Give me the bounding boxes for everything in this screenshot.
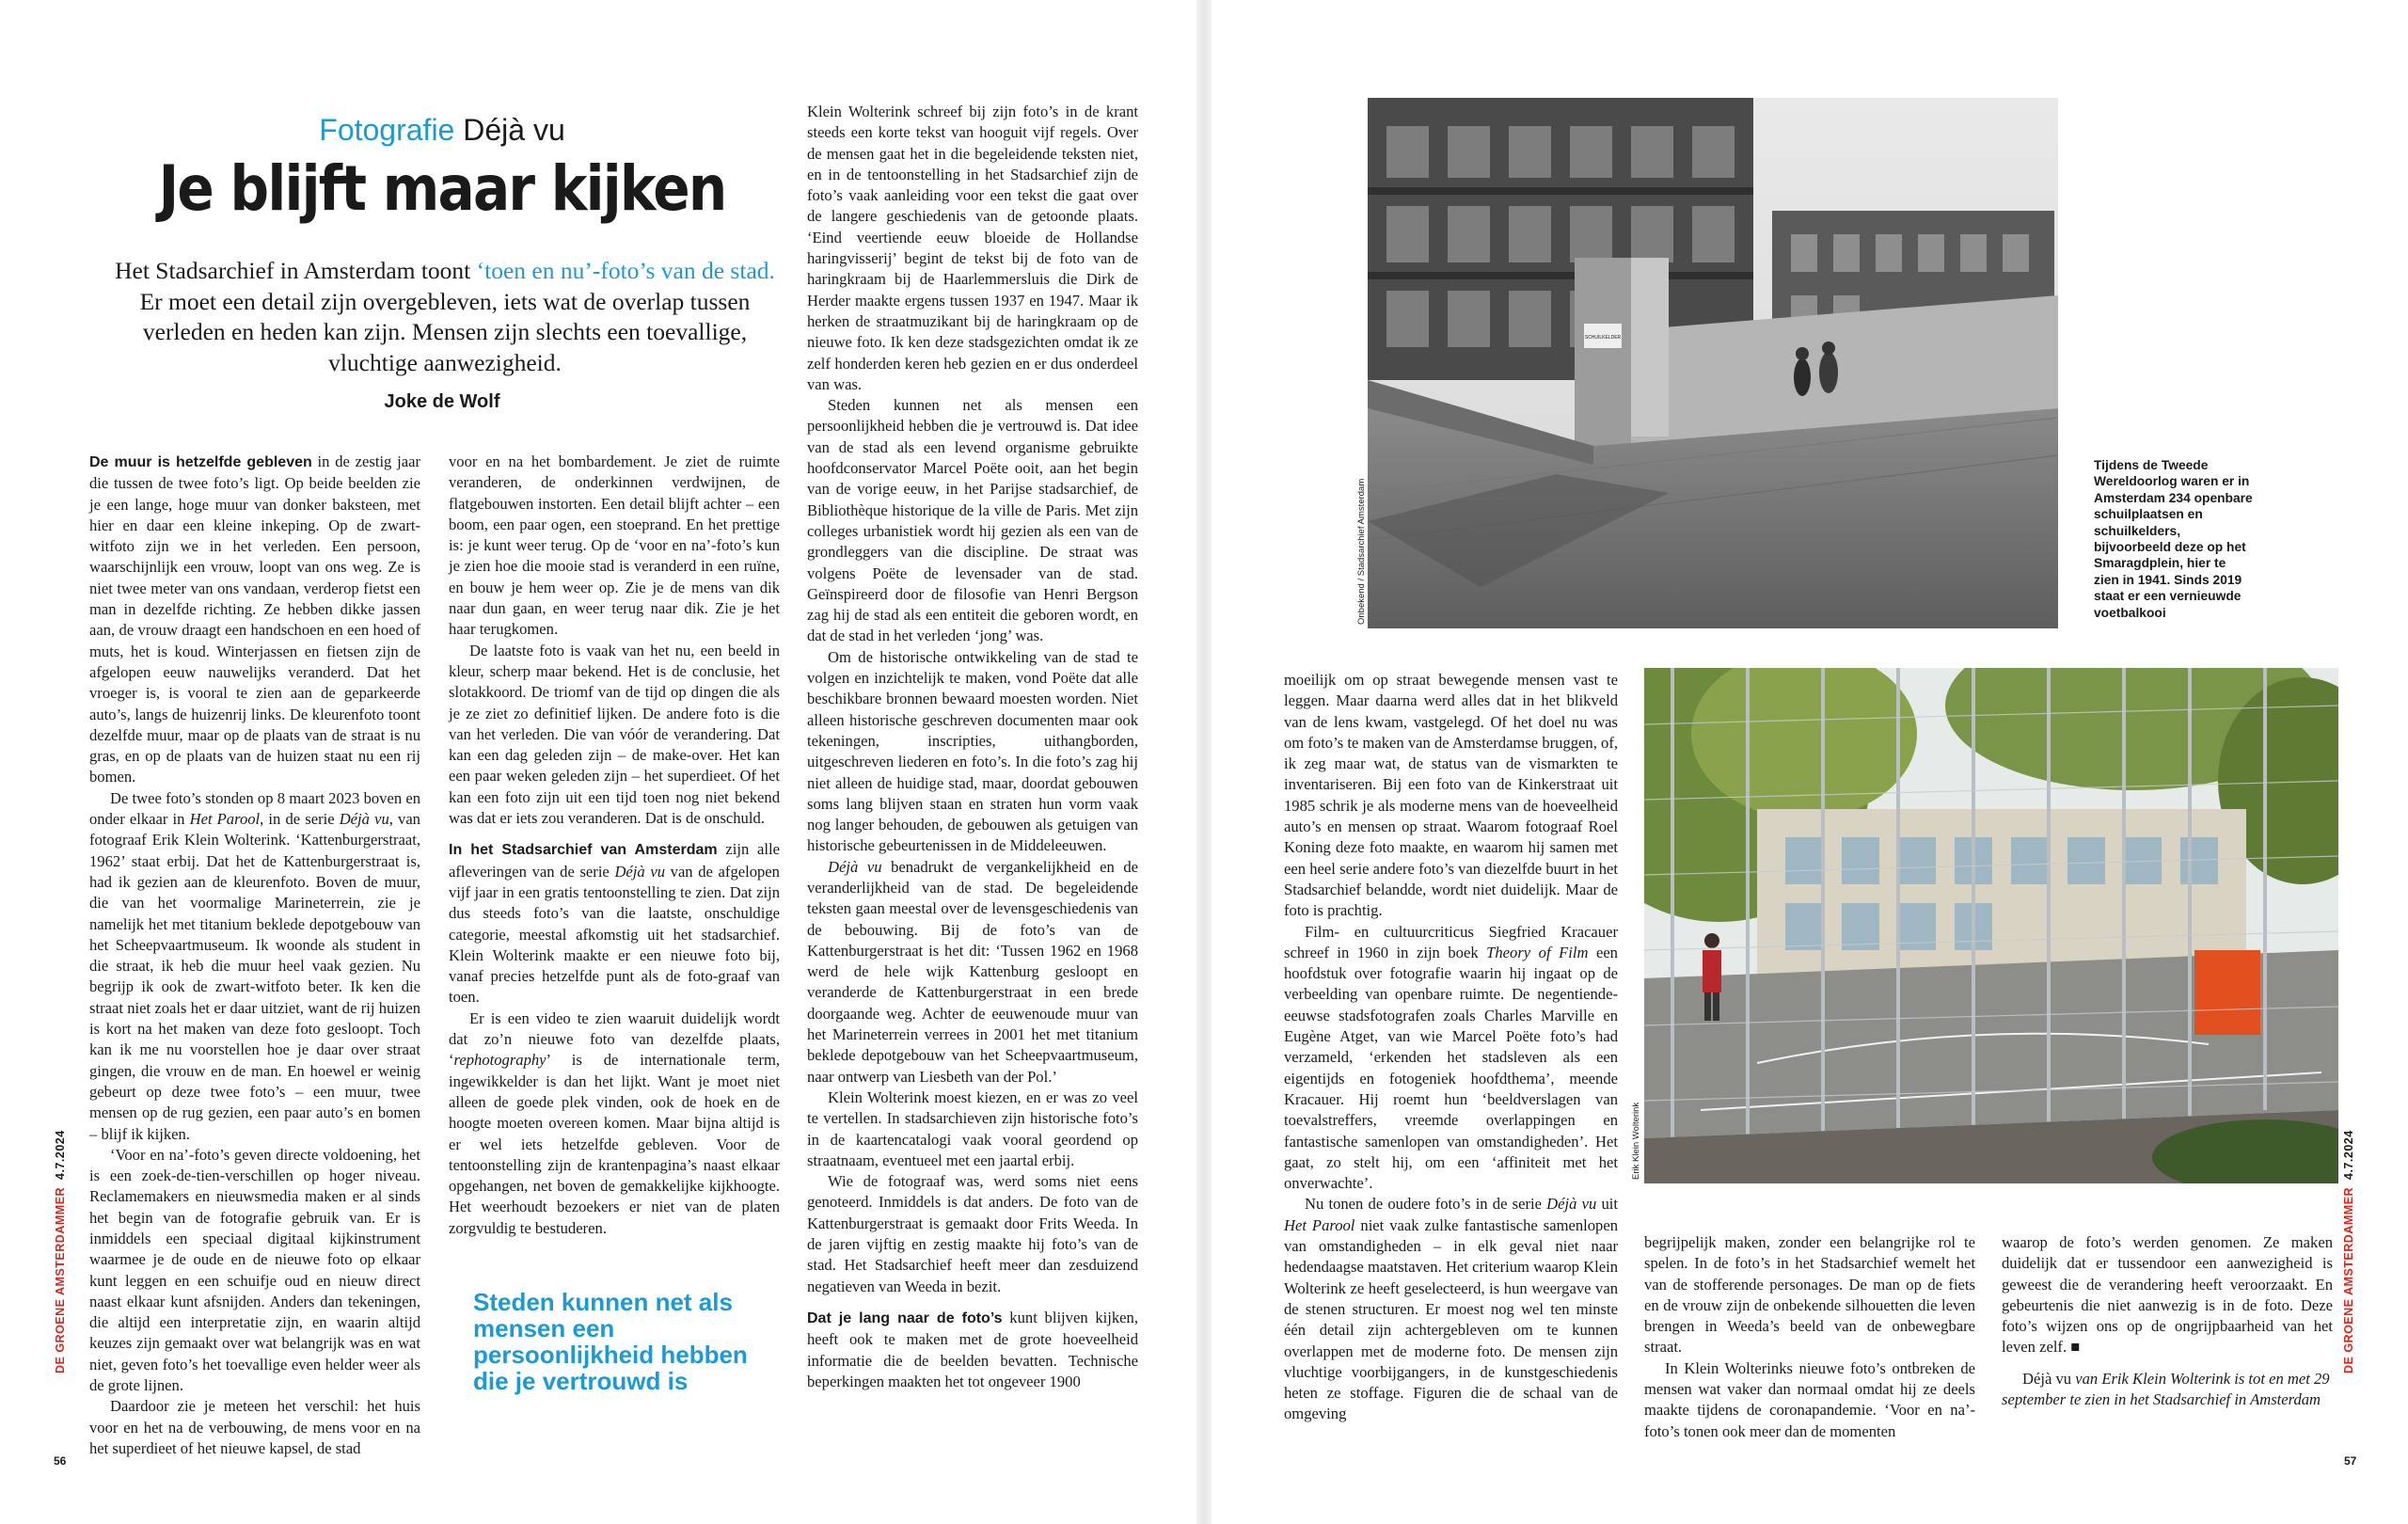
issue-date: 4.7.2024 [54, 1130, 67, 1180]
paragraph: moeilijk om op straat bewegende mensen vast te leggen. Maar daarna werd alles dat in het blikveld van de lens kwam, vastgelegd. Of het doel nu was om foto’s te maken van de Amsterdamse bruggen, of, ik zeg maar wat, de status van de vismarkten te inventariseren. Bij een foto van de Kinkerstraat uit 1985 schrik je als moderne mens van de hoeveelheid auto’s en mensen op straat. Waarom fotograaf Roel Koning deze foto maakte, en waarom hij samen met een heel serie andere foto’s van diezelfde buurt in het Stadsarchief belandde, wordt niet duidelijk. Maar de foto is prachtig. [1284, 671, 1618, 920]
right-page-number: 57 [2344, 1454, 2357, 1468]
paragraph-lead: De muur is hetzelfde gebleven [89, 454, 312, 470]
italic-run: Déjà vu [1546, 1195, 1597, 1214]
shelter-sign: SCHUILKELDER [1584, 335, 1622, 341]
text-run: , in de serie [260, 810, 340, 829]
paragraph: Steden kunnen net als mensen een persoonlijkheid hebben die je vertrouwd is. Dat idee van de stad als een levend organisme gebruikte hoofdconservator Marcel Poëte ooit, aan het begin van de vorige eeuw, in het Parijse stadsarchief, de Bibliothèque historique de la ville de Paris. Met zijn colleges urbanistiek wordt hij gezien als een van de grondleggers van die discipline. De straat was volgens Poëte de levensader van de stad. Geïnspireerd door de filosofie van Henri Bergson zag hij de stad als een entiteit die geboren wordt, en dat de stad in het verleden ‘jong’ was. [807, 396, 1138, 645]
paragraph: Klein Wolterink moest kiezen, en er was zo veel te vertellen. In stadsarchieven zijn historische foto’s in de kaartencatalogi vaak vooral geordend op straatnaam, eventueel met een jaartal erbij. [807, 1087, 1138, 1169]
intro [111, 256, 779, 378]
italic-run: Déjà vu [614, 862, 665, 881]
intro-highlight: ‘toen en nu’-foto’s van de stad. [476, 257, 775, 284]
note-title: Déjà vu [2022, 1369, 2072, 1388]
paragraph [1284, 922, 1618, 1195]
text-run: uit [1596, 1195, 1618, 1214]
historic-photo [1368, 98, 2058, 628]
text-run: , van fotograaf Erik Klein Wolterink. ‘Kattenburgerstraat, 1962’ staat erbij. Dat het de Kattenburgerstraat is, had ik gezien aan de kleurenfoto. Boven de muur, die van het voormalige Marineterrein, zie je namelijk het met titanium beklede depotgebouw van het Scheepvaartmuseum. Ik woonde als student in die straat, ik heb die muur heel vaak gezien. Nu begrijp ik ook de zwart-witfoto beter. Ik ken die straat niet zoals het er daar uitziet, want de rij huizen is kort na het maken van deze foto gesloopt. Toch kan ik me nu voorstellen hoe je daar over straat gingen, die vrouw en de man. En hoewel er weinig gebeurt op deze twee foto’s – een muur, twee mensen op de rug gezien, een paar auto’s en bomen – blijf ik kijken. [89, 810, 420, 1143]
modern-photo-image [1644, 668, 2338, 1183]
note-text: van Erik Klein Wolterink is tot en met 29 september te zien in het Stadsarchief in Amsterdam [2002, 1369, 2330, 1409]
intro-text-1: Het Stadsarchief in Amsterdam toont [115, 257, 477, 284]
column-2 [449, 452, 780, 1239]
paragraph: begrijpelijk maken, zonder een belangrijke rol te spelen. In de foto’s in het Stadsarchief wemelt het van de stofferende personages. De man op de fiets en de vrouw zijn de onbekende silhouetten die leven brengen in Weeda’s beeld van de onbewegbare straat. [1644, 1233, 1975, 1357]
right-side-label [2342, 1130, 2355, 1373]
magazine-name: DE GROENE AMSTERDAMMER [54, 1186, 67, 1373]
text-run: een hoofdstuk over fotografie waarin hij ingaat op de verbeelding van openbare ruimte. De negentiende-eeuwse stadsfotografen zoals Charles Marville en Eugène Atget, van wie Marcel Poëte foto’s had verzameld, ‘erkenden het stadsleven als een eigentijds en fotogeniek hoofdthema’, meende Kracauer. Hij roemt hun ‘beeldverslagen van toevalstreffers, vreemde overlappingen en fantastische samenlopen van omstandigheden’. Het gaat, zo stelt hij, om een ‘affiniteit met het onverwachte’. [1284, 943, 1618, 1193]
intro-text-2: Er moet een detail zijn overgebleven, iets wat de overlap tussen verleden en heden kan zijn. Mensen zijn slechts een toevallige, vluchtige aanwezigheid. [139, 287, 751, 376]
paragraph: Om de historische ontwikkeling van de stad te volgen en inzichtelijk te maken, vond Poëte dat alle beschikbare bronnen bewaard moesten worden. Niet alleen historische geschreven documenten maar ook tekeningen, inscripties, uithangborden, uitgeschreven liederen en foto’s. In die foto’s zag hij niet alleen de huidige stad, maar, doordat gebouwen soms lang blijven staan en straten hun vorm vaak nog langer behouden, de gebouwen als getuigen van historische gebeurtenissen in de Middeleeuwen. [807, 647, 1138, 855]
issue-date: 4.7.2024 [2342, 1130, 2355, 1180]
text-run: De twee foto’s stonden op 8 maart 2023 boven en onder elkaar in [89, 788, 420, 829]
exhibition-note [2002, 1369, 2333, 1411]
section-kicker [113, 111, 771, 149]
photo-caption: Tijdens de Tweede Wereldoorlog waren er in Amsterdam 234 openbare schuilplaatsen en schuilkelders, bijvoorbeeld deze op het Smaragdplein, hier te zien in 1941. Sinds 2019 staat er een vernieuwde voetbalkooi [2094, 458, 2253, 620]
paragraph [449, 839, 780, 1008]
paragraph: ‘Voor en na’-foto’s geven directe voldoening, het is een zoek-de-tien-verschillen op hoger niveau. Reclamemakers en nieuwsmedia maken er al sinds het begin van de fotografie gebruik van. Er is inmiddels een speciaal digitaal kijkinstrument waarmee je de oude en de nieuwe foto op elkaar kunt leggen en een schuifje oud en nieuw direct naast elkaar kunt afsnijden. Anders dan tekeningen, die altijd een interpretatie zijn, en waarin altijd keuzes zijn gemaakt over wat belangrijk was en wat niet, geven foto’s het toevallige even helder weer als de grote lijnen. [89, 1145, 420, 1395]
paragraph: Daardoor zie je meteen het verschil: het huis voor en het na de verbouwing, de mens voor en na het superdieet of het nieuwe kapsel, de stad [89, 1397, 420, 1457]
series-label: Déjà vu [463, 113, 565, 147]
italic-run: Theory of Film [1486, 943, 1589, 961]
paragraph [89, 788, 420, 1145]
paragraph: In Klein Wolterinks nieuwe foto’s ontbreken de mensen wat vaker dan normaal omdat hij ze deels maakte tijdens de coronapandemie. ‘Voor en na’-foto’s tonen ook meer dan de momenten [1644, 1358, 1975, 1440]
paragraph-text: kunt blijven kijken, heeft ook te maken met de grote hoeveelheid informatie die de beelden bevatten. Technische beperkingen maakten het tot ongeveer 1900 [807, 1308, 1138, 1390]
text-run: van de afgelopen vijf jaar in een gratis tentoonstelling te zien. Dat zijn dus steeds foto’s van die laatste, onschuldige categorie, meestal afkomstig uit het stadsarchief. Klein Wolterink maakte er een nieuwe foto bij, vanaf precies hetzelfde punt als de foto-graaf van toen. [449, 862, 780, 1007]
left-page-number: 56 [54, 1454, 67, 1468]
text-run: Er is een video te zien waaruit duidelijk wordt dat zo’n nieuwe foto van dezelfde plaats, ‘ [449, 1008, 780, 1070]
paragraph: Wie de fotograaf was, werd soms niet eens genoteerd. Inmiddels is dat anders. De foto van de Kattenburgerstraat is gemaakt door Frits Weeda. In de jaren vijftig en zestig maakte hij foto’s van de stad. Het Stadsarchief heeft meer dan zesduizend negatieven van Weeda in bezit. [807, 1172, 1138, 1295]
page-gutter [1196, 0, 1212, 1524]
photo-credit-top: Onbekend / Stadsarchief Amsterdam [1356, 478, 1367, 625]
left-side-label [54, 1130, 67, 1373]
column-4 [1284, 670, 1618, 1425]
historic-photo-image [1368, 98, 2058, 628]
paragraph [2002, 1232, 2333, 1358]
paragraph [1284, 1194, 1618, 1424]
text-run: benadrukt de vergankelijkheid en de veranderlijkheid van de stad. De begeleidende teksten gaan meestal over de levensgeschiedenis van de bebouwing. Bij de foto’s van de Kattenburgerstraat is het dit: ‘Tussen 1962 en 1968 werd de hele wijk Kattenburg gesloopt en veranderde de Kattenburgerstraat in een brede doorgaande weg. Achter de eeuwenoude muur van het Marineterrein verrees in 2001 het met titanium beklede depotgebouw van het Scheepvaartmuseum, naar ontwerp van Liesbeth van der Pol.’ [807, 857, 1138, 1086]
column-3 [807, 102, 1138, 1392]
italic-run: Déjà vu [828, 857, 882, 876]
byline: Joke de Wolf [384, 391, 500, 412]
end-mark: ■ [2067, 1338, 2081, 1357]
text-run: Nu tonen de oudere foto’s in de serie [1305, 1195, 1547, 1214]
paragraph [807, 1308, 1138, 1392]
paragraph: Klein Wolterink schreef bij zijn foto’s in de krant steeds een korte tekst van hooguit vijf regels. Over de mensen gaat het in die begeleidende teksten niet, en in de tentoonstelling in het Stadsarchief zijn de foto’s vaak aanleiding voor een tekst die gaat over de langere geschiedenis van de getoonde plaats. ‘Eind veertiende eeuw bloeide de Hollandse haringvisserij’ begint de tekst bij de foto van de haringkraam bij de Haarlemmersluis die Dirk de Herder maakte ergens tussen 1937 en 1947. Maar ik herken de straatmuzikant bij de haringkraam op de nieuwe foto. Ik ken deze stadsgezichten omdat ik ze zelf honderden keren heb gezien en er dus onderdeel van was. [807, 103, 1138, 393]
column-1 [89, 452, 420, 1459]
text-run: zijn alle afleveringen van de serie [449, 840, 780, 881]
italic-run: Déjà vu [339, 810, 389, 829]
headline: Je blijft maar kijken [158, 152, 726, 225]
paragraph [807, 857, 1138, 1087]
pull-quote: Steden kunnen net als mensen een persoonlijkheid hebben die je vertrouwd is [473, 1288, 748, 1395]
section-label: Fotografie [319, 113, 455, 147]
paragraph-text: in de zestig jaar die tussen de twee foto’s ligt. Op beide beelden zie je een lange, hoge muur van donker baksteen, met hier en daar een kleine inkeping. Op de zwart-witfoto zijn we in het verleden. Een persoon, waarschijnlijk een vrouw, loopt van ons weg. Ze is niet twee meter van ons vandaan, verderop fietst een man in dezelfde richting. Ze hebben dikke jassen aan, de vrouw draagt een handschoen en een hoed of muts, het is koud. Winterjassen en fietsen zijn de afgelopen eeuw nauwelijks veranderd. Dat het vroeger is, is vooral te zien aan de geparkeerde auto’s, langs de huizenrij links. De kleurenfoto toont dezelfde muur, maar op de plaats van de straat is nu gras, en op de plaats van de huizen staat nu een rij bomen. [89, 452, 420, 786]
magazine-name: DE GROENE AMSTERDAMMER [2342, 1186, 2355, 1373]
modern-photo [1644, 668, 2338, 1183]
italic-run: Het Parool [1284, 1215, 1355, 1234]
column-6 [2002, 1232, 2333, 1410]
column-5 [1644, 1232, 1975, 1442]
paragraph [449, 1008, 780, 1239]
text-run: Film- en cultuurcriticus Siegfried Kracauer schreef in 1960 in zijn boek [1284, 922, 1618, 961]
italic-run: rephotography [453, 1051, 547, 1070]
text-run: ’ is de internationale term, ingewikkelder is dan het lijkt. Want je moet niet alleen de goede plek vinden, ook de hoek en de hoogte moeten overeen komen. Maar bijna altijd is er wel iets hetzelfde gebleven. Voor de tentoonstelling zijn de krantenpagina’s naast elkaar opgehangen, net boven de gemakkelijke kijkhoogte. Het weerhoudt bezoekers er niet van de platen zorgvuldig te bestuderen. [449, 1051, 780, 1237]
paragraph-lead: In het Stadsarchief van Amsterdam [449, 842, 718, 859]
italic-run: Het Parool [189, 810, 261, 829]
paragraph: voor en na het bombardement. Je ziet de ruimte veranderen, de onderkinnen verdwijnen, de flatgebouwen instorten. Een detail blijft achter – een boom, een paar ogen, een stoeprand. En het prettige is: je kunt weer terug. Op de ‘voor en na’-foto’s kun je zien hoe die mooie stad is veranderd in een ruïne, en bouw je hem weer op. Zie je de mens van dik naar dun gaan, en weer terug naar dik. Zie je het haar terugkomen. [449, 452, 780, 639]
paragraph: De laatste foto is vaak van het nu, een beeld in kleur, scherp maar bekend. Het is de conclusie, het slotakkoord. De triomf van de tijd op dingen die als je ze ziet zo definitief lijken. De andere foto is die van het verleden. Die van vóór de verandering. Dat kan een dag geleden zijn – de make-over. Het kan een paar weken geleden zijn – het superdieet. Of het kan een foto zijn uit een tijd toen nog niet bekend was dat er iets zou veranderen. Dat is de onschuld. [449, 641, 780, 828]
paragraph-lead: Dat je lang naar de foto’s [807, 1310, 1003, 1326]
paragraph [89, 452, 420, 788]
photo-credit-bottom: Erik Klein Wolterink [1631, 1102, 1641, 1180]
paragraph-text: waarop de foto’s werden genomen. Ze maken duidelijk dat er tussendoor een aanwezigheid is geweest die de verandering heeft veroorzaakt. En gebeurtenis die niet aanwezig is in de foto. Deze foto’s wijzen ons op de ongrijpbaarheid van het leven zelf. [2002, 1233, 2333, 1357]
text-run: niet vaak zulke fantastische samenlopen van omstandigheden – in elk geval niet naar hedendaagse maatstaven. Het criterium waarop Klein Wolterink ze heeft geselecteerd, is hun weergave van de stenen structuren. Er moest nog wel ten minste één detail zijn achtergebleven om te kunnen overlappen met de moderne foto. De mensen zijn vluchtige voorbijgangers, in de kunstgeschiedenis heten ze stoffage. Figuren die de schaal van de omgeving [1284, 1215, 1619, 1423]
